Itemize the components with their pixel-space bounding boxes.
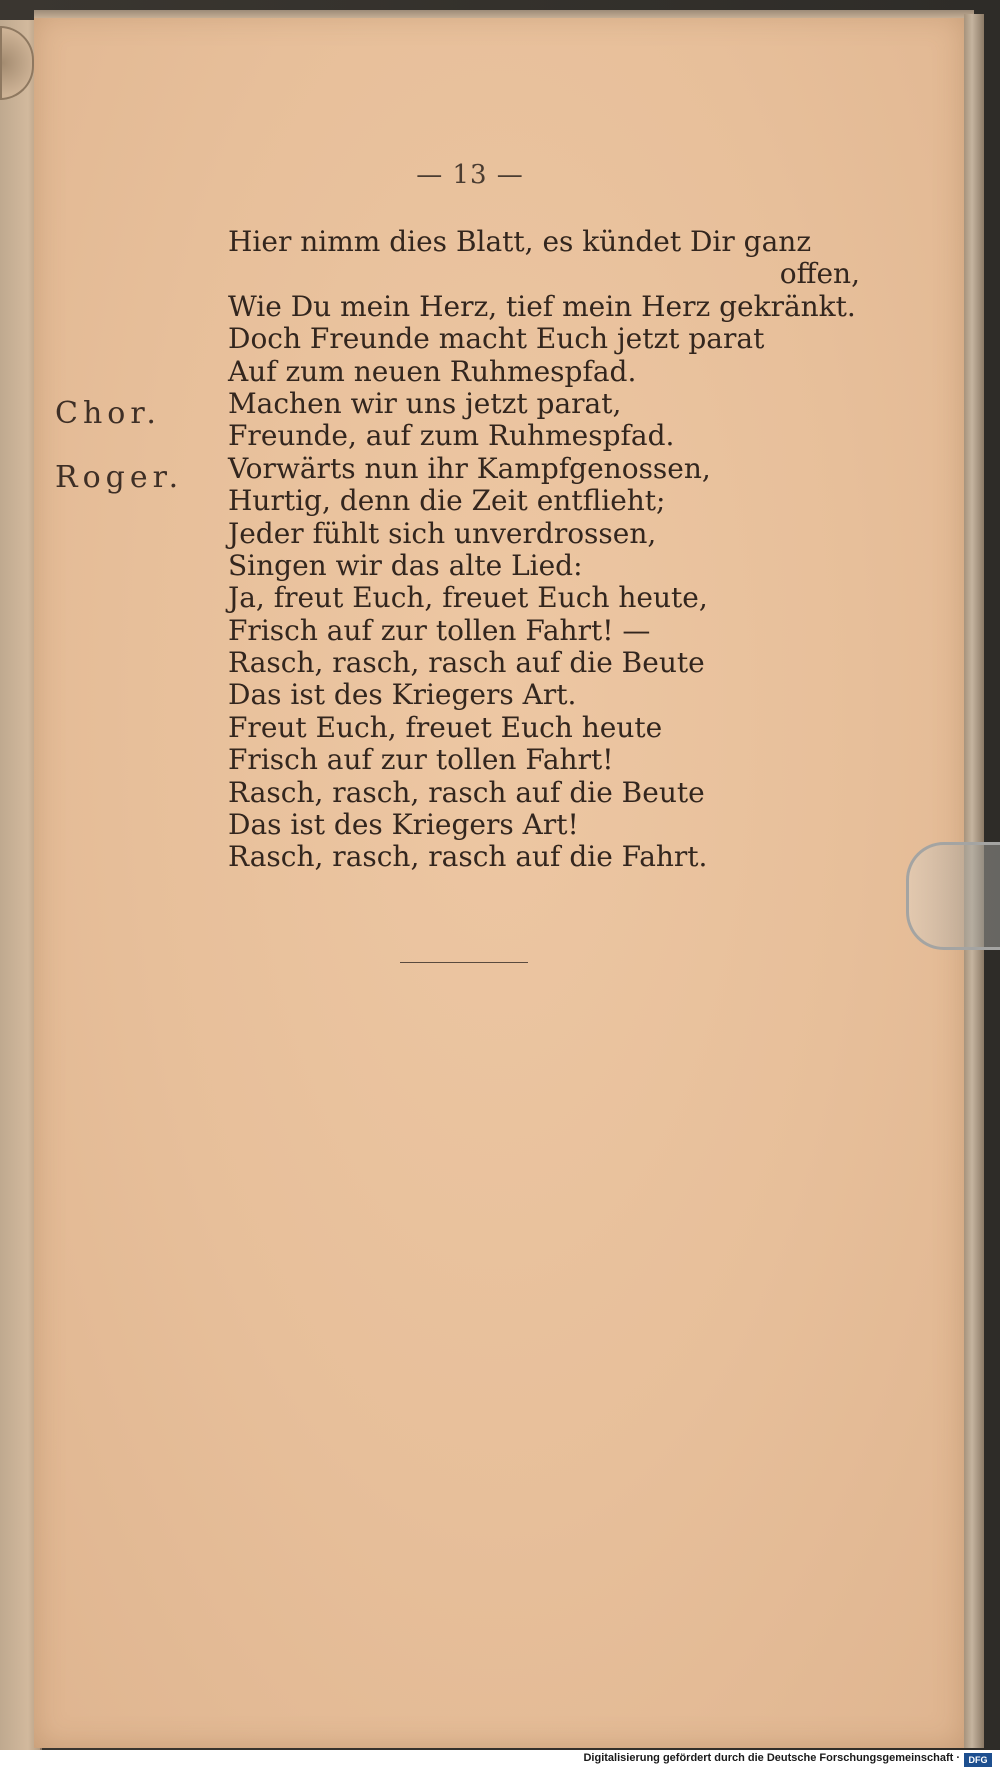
verse-line: Ja, freut Euch, freuet Euch heute, (228, 581, 708, 615)
speaker-chor: Chor. (55, 396, 161, 431)
dfg-logo: DFG (964, 1753, 992, 1767)
verse-line: Rasch, rasch, rasch auf die Fahrt. (228, 840, 708, 874)
verse-line: Auf zum neuen Ruhmespfad. (228, 354, 637, 388)
verse-line: Machen wir uns jetzt parat, (228, 386, 622, 420)
verse-line: Freut Euch, freuet Euch heute (228, 710, 663, 744)
verse-line: Wie Du mein Herz, tief mein Herz gekränkt. (228, 289, 856, 323)
section-divider (400, 962, 528, 963)
page-number: — 13 — (416, 160, 524, 190)
verse-line: Frisch auf zur tollen Fahrt! (228, 743, 614, 777)
verse-line: Frisch auf zur tollen Fahrt! — (228, 613, 651, 647)
paper-clip (906, 842, 1000, 950)
verse-line-continuation: offen, (779, 257, 860, 291)
verse-line: Das ist des Kriegers Art. (228, 678, 577, 712)
verse-line: Rasch, rasch, rasch auf die Beute (228, 646, 705, 680)
verse-line: Hier nimm dies Blatt, es kündet Dir ganz (228, 225, 812, 258)
verse-line: Hurtig, denn die Zeit entflieht; (228, 484, 666, 518)
verse-line: Freunde, auf zum Ruhmespfad. (228, 419, 675, 453)
verse-line: Vorwärts nun ihr Kampfgenossen, (228, 451, 711, 485)
verse-line: Das ist des Kriegers Art! (228, 808, 579, 842)
verse-line: Rasch, rasch, rasch auf die Beute (228, 775, 705, 809)
verse-line: Jeder fühlt sich unverdrossen, (228, 516, 657, 550)
verse-line: Singen wir das alte Lied: (228, 548, 583, 582)
footer-credit: Digitalisierung gefördert durch die Deutsche Forschungsgemeinschaft · (583, 1752, 960, 1764)
verse-line: Doch Freunde macht Euch jetzt parat (228, 322, 765, 356)
verse-text (228, 226, 888, 874)
speaker-roger: Roger. (55, 460, 184, 495)
page-top-edge (34, 10, 974, 18)
